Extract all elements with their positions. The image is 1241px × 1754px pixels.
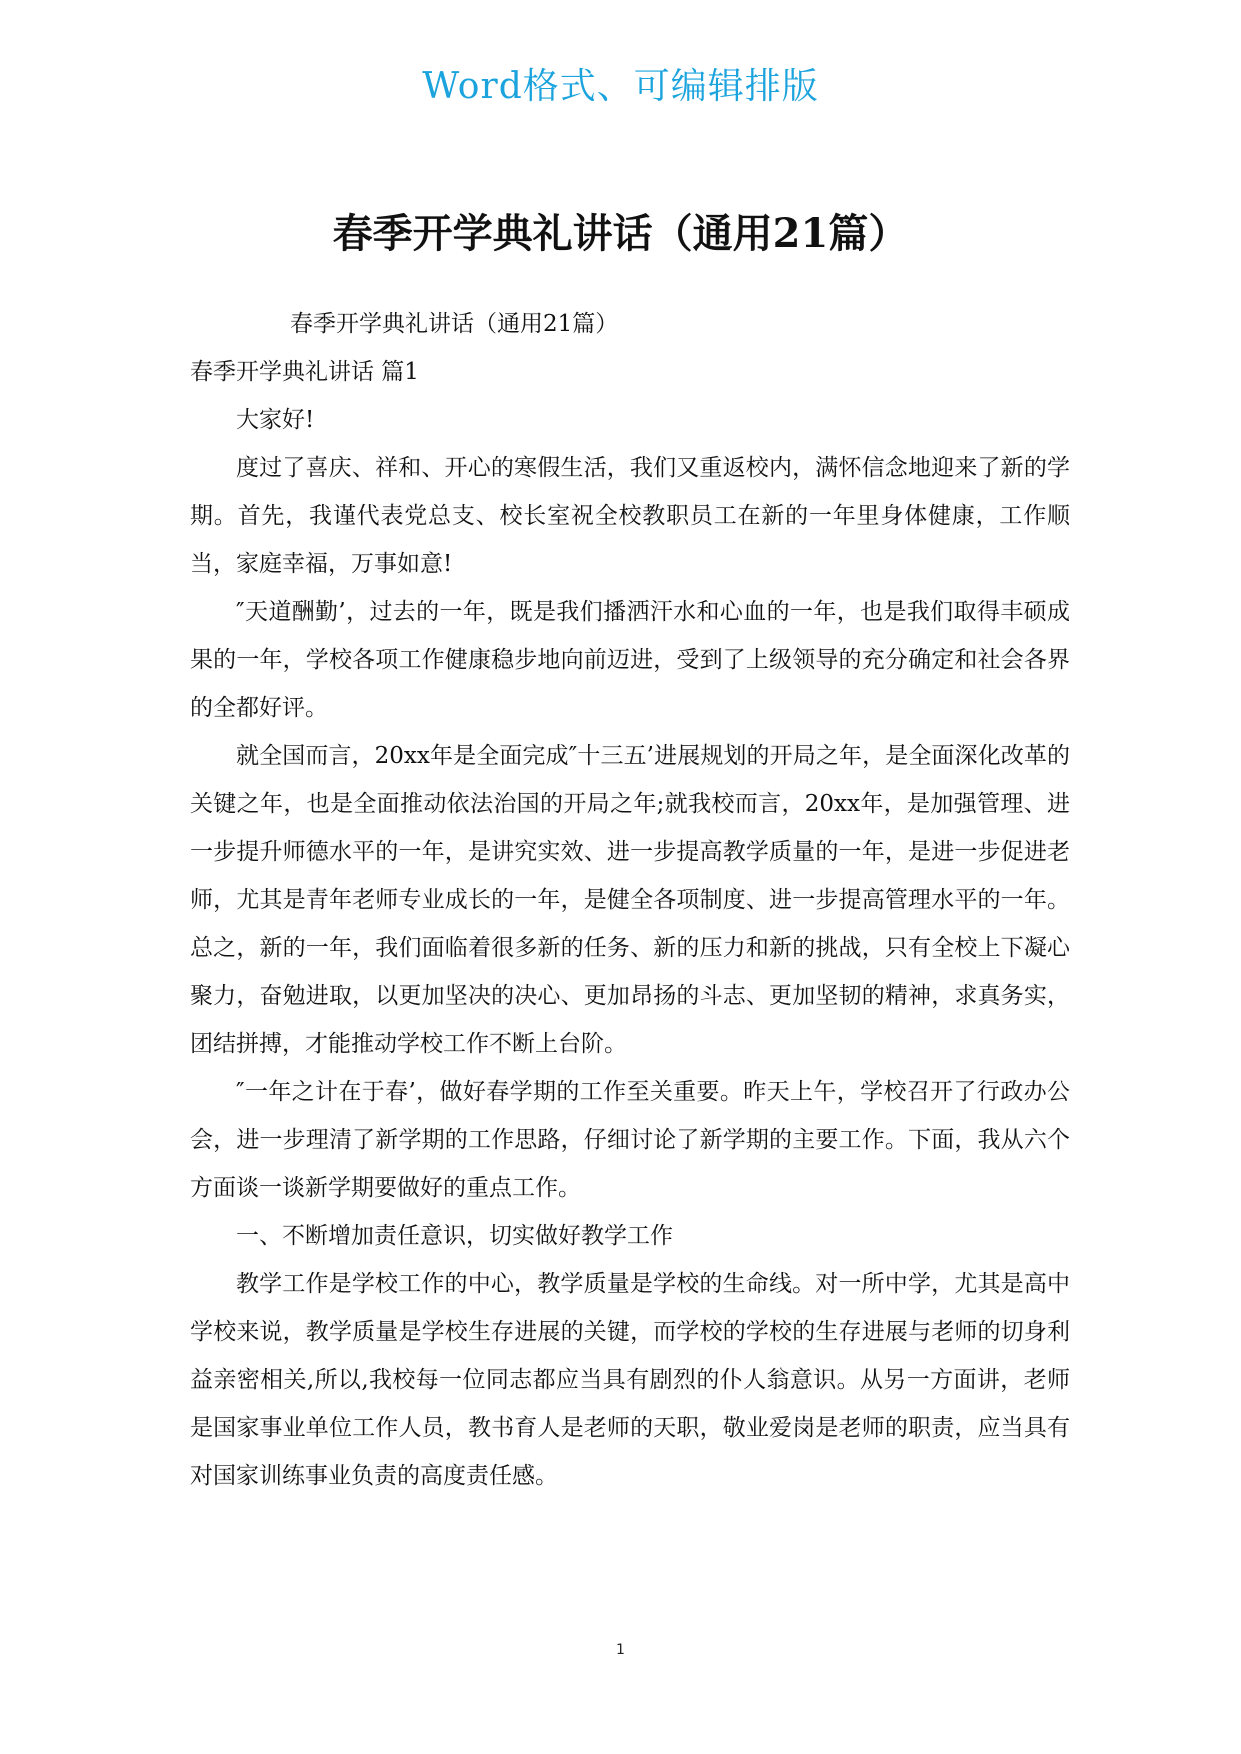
paragraph: ″一年之计在于春’，做好春学期的工作至关重要。昨天上午，学校召开了行政办公会，进一步理清了新学期的工作思路，仔细讨论了新学期的主要工作。下面，我从六个方面谈一谈新学期要做好的重点工作。	[190, 1079, 1070, 1201]
subsection-heading: 一、不断增加责任意识，切实做好教学工作	[236, 1223, 673, 1249]
paragraph-greeting: 大家好!	[236, 407, 315, 433]
document-body	[190, 300, 1070, 1500]
document-title: 春季开学典礼讲话（通用21篇）	[332, 210, 909, 257]
paragraph: 就全国而言，20xx年是全面完成″十三五’进展规划的开局之年，是全面深化改革的关键之年，也是全面推动依法治国的开局之年;就我校而言，20xx年，是加强管理、进一步提升师德水平的一年，是讲究实效、进一步提高教学质量的一年，是进一步促进老师，尤其是青年老师专业成长的一年，是健全各项制度、进一步提高管理水平的一年。总之，新的一年，我们面临着很多新的任务、新的压力和新的挑战，只有全校上下凝心聚力，奋勉进取，以更加坚决的决心、更加昂扬的斗志、更加坚韧的精神，求真务实，团结拼搏，才能推动学校工作不断上台阶。	[190, 743, 1070, 1057]
paragraph: 教学工作是学校工作的中心，教学质量是学校的生命线。对一所中学，尤其是高中学校来说，教学质量是学校生存进展的关键，而学校的学校的生存进展与老师的切身利益亲密相关,所以,我校每一位同志都应当具有剧烈的仆人翁意识。从另一方面讲，老师是国家事业单位工作人员，教书育人是老师的天职，敬业爱岗是老师的职责，应当具有对国家训练事业负责的高度责任感。	[190, 1271, 1070, 1489]
page-number: 1	[616, 1642, 625, 1658]
paragraph: 度过了喜庆、祥和、开心的寒假生活，我们又重返校内，满怀信念地迎来了新的学期。首先，我谨代表党总支、校长室祝全校教职员工在新的一年里身体健康，工作顺当，家庭幸福，万事如意!	[190, 455, 1070, 577]
format-banner: Word格式、可编辑排版	[422, 66, 819, 107]
document-subtitle: 春季开学典礼讲话（通用21篇）	[290, 311, 619, 337]
paragraph: ″天道酬勤’，过去的一年，既是我们播洒汗水和心血的一年，也是我们取得丰硕成果的一年，学校各项工作健康稳步地向前迈进，受到了上级领导的充分确定和社会各界的全都好评。	[190, 599, 1070, 721]
section-heading: 春季开学典礼讲话 篇1	[190, 359, 419, 385]
